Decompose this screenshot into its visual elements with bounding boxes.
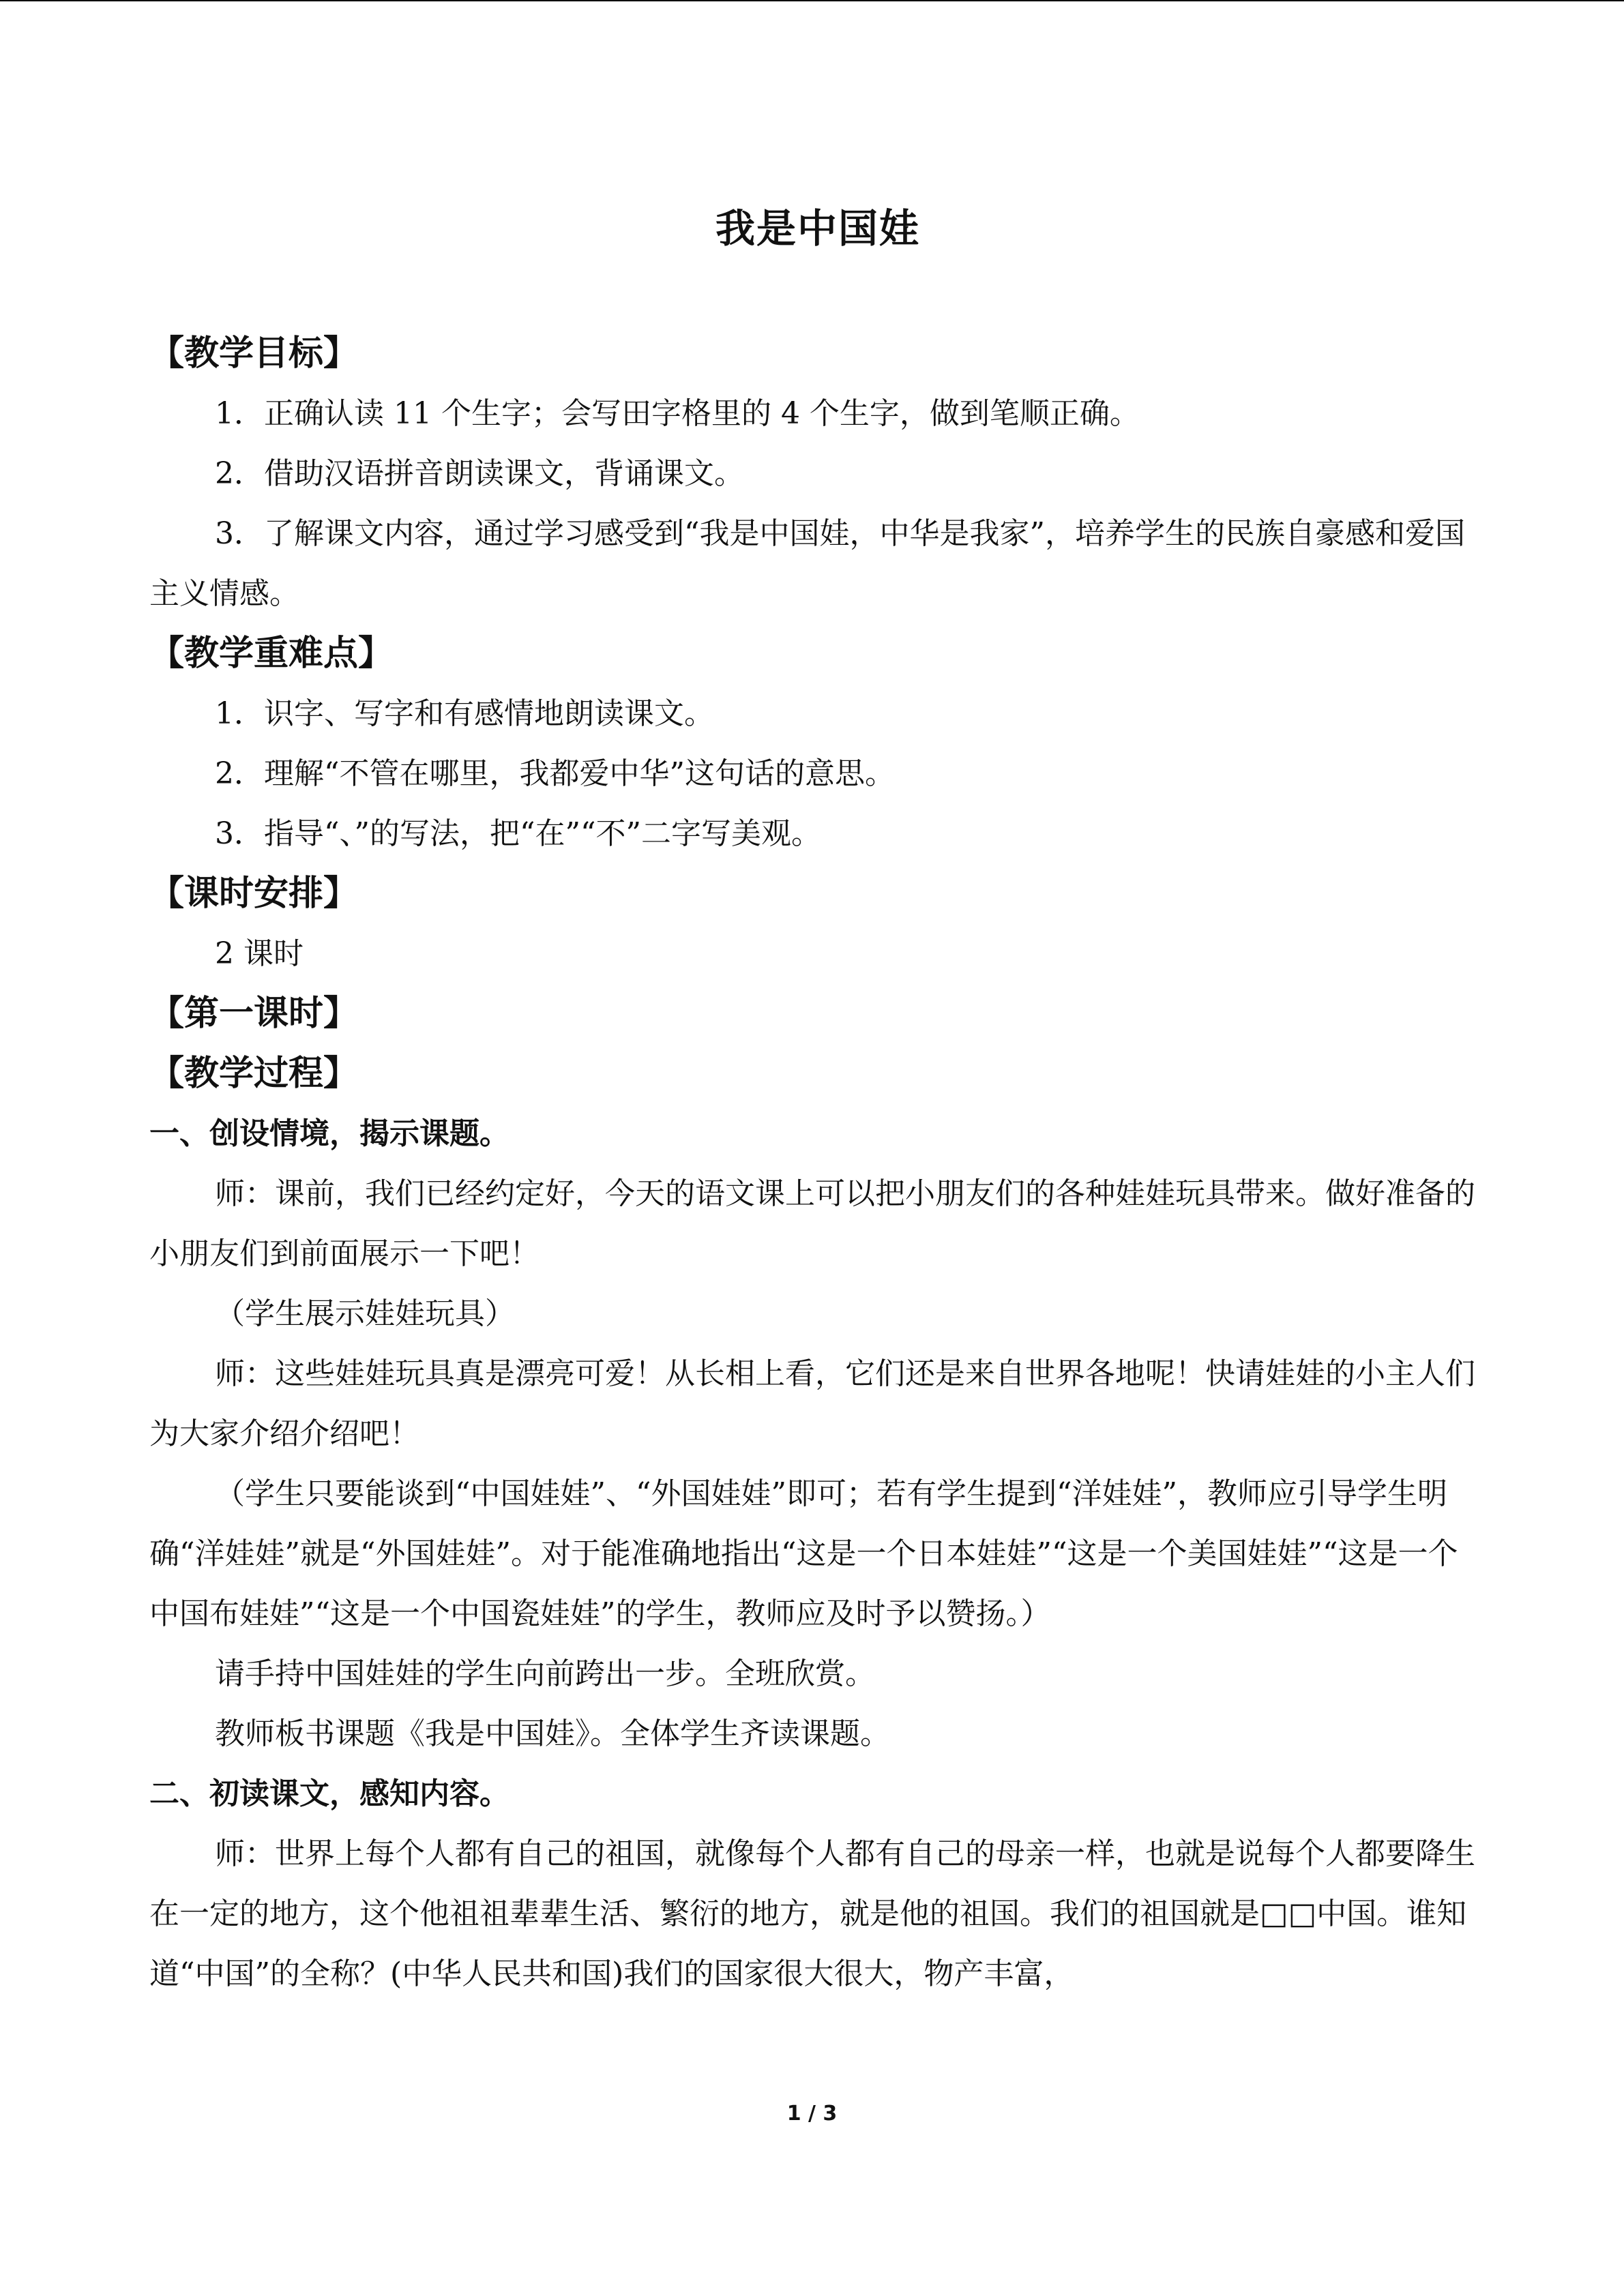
paragraph: （学生只要能谈到“中国娃娃”、“外国娃娃”即可；若有学生提到“洋娃娃”，教师应引导学生明确“洋娃娃”就是“外国娃娃”。对于能准确地指出“这是一个日本娃娃”“这是一个美国娃娃”“这是一个中国布娃娃”“这是一个中国瓷娃娃”的学生，教师应及时予以赞扬。） <box>149 1476 1458 1631</box>
section-heading: 【教学过程】 <box>149 1054 359 1094</box>
section-heading: 【第一课时】 <box>149 994 359 1034</box>
paragraph: 2 课时 <box>215 936 304 971</box>
paragraph: 师：课前，我们已经约定好，今天的语文课上可以把小朋友们的各种娃娃玩具带来。做好准备的小朋友们到前面展示一下吧！ <box>149 1176 1475 1271</box>
paragraph: （学生展示娃娃玩具） <box>215 1296 515 1331</box>
page-number: 1 / 3 <box>786 2102 838 2126</box>
paragraph: 请手持中国娃娃的学生向前跨出一步。全班欣赏。 <box>215 1656 875 1691</box>
paragraph: 2．理解“不管在哪里，我都爱中华”这句话的意思。 <box>215 756 895 791</box>
section-heading: 【教学重难点】 <box>149 633 394 674</box>
paragraph: 师：这些娃娃玩具真是漂亮可爱！从长相上看，它们还是来自世界各地呢！快请娃娃的小主人们为大家介绍介绍吧！ <box>149 1356 1475 1451</box>
subsection-heading: 二、初读课文，感知内容。 <box>149 1776 510 1811</box>
paragraph: 教师板书课题《我是中国娃》。全体学生齐读课题。 <box>215 1716 890 1751</box>
top-border <box>0 0 1624 1</box>
section-heading: 【教学目标】 <box>149 333 359 374</box>
section-heading: 【课时安排】 <box>149 874 359 914</box>
paragraph: 1．识字、写字和有感情地朗读课文。 <box>215 696 714 731</box>
paragraph: 2．借助汉语拼音朗读课文，背诵课文。 <box>215 456 744 491</box>
paragraph: 3．指导“、”的写法，把“在”“不”二字写美观。 <box>215 816 821 851</box>
paragraph: 3．了解课文内容，通过学习感受到“我是中国娃，中华是我家”，培养学生的民族自豪感和爱国主义情感。 <box>149 516 1465 611</box>
paragraph: 1．正确认读 11 个生字；会写田字格里的 4 个生字，做到笔顺正确。 <box>215 396 1140 431</box>
document-title: 我是中国娃 <box>715 205 920 252</box>
document-content <box>149 198 1486 2004</box>
subsection-heading: 一、创设情境，揭示课题。 <box>149 1116 510 1151</box>
paragraph: 师：世界上每个人都有自己的祖国，就像每个人都有自己的母亲一样，也就是说每个人都要降生在一定的地方，这个他祖祖辈辈生活、繁衍的地方，就是他的祖国。我们的祖国就是□□中国。谁知道“中国”的全称？(中华人民共和国)我们的国家很大很大，物产丰富， <box>149 1836 1475 1991</box>
